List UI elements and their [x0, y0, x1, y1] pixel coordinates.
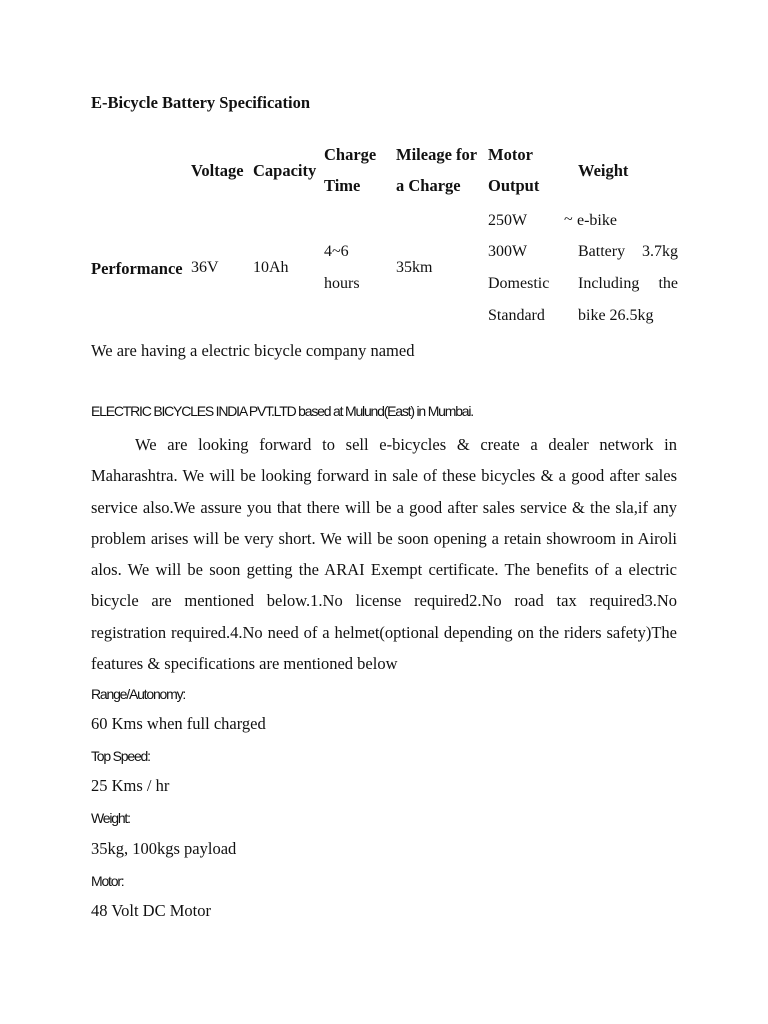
cell-weight-line1: e-bike	[577, 212, 617, 229]
header-motor-line2: Output	[488, 176, 540, 195]
header-charge-time-line1: Charge	[324, 145, 377, 164]
spec-value-range: 60 Kms when full charged	[91, 714, 266, 733]
cell-weight-line3: Including the	[578, 275, 678, 292]
spec-value-motor: 48 Volt DC Motor	[91, 901, 211, 920]
row-label-performance: Performance	[91, 259, 183, 278]
spec-label-weight: Weight:	[91, 810, 130, 826]
cell-motor-line4: Standard	[488, 307, 545, 324]
header-mileage-line1: Mileage for	[396, 145, 478, 164]
company-line: ELECTRIC BICYCLES INDIA PVT.LTD based at Mulund(East) in Mumbai.	[91, 403, 473, 419]
cell-voltage: 36V	[191, 259, 219, 276]
cell-motor-line3: Domestic	[488, 275, 550, 292]
spec-label-range: Range/Autonomy:	[91, 686, 186, 702]
spec-value-top-speed: 25 Kms / hr	[91, 776, 170, 795]
cell-mileage: 35km	[396, 259, 433, 276]
header-capacity: Capacity	[253, 161, 317, 180]
spec-label-motor: Motor:	[91, 873, 124, 889]
header-charge-time-line2: Time	[324, 176, 361, 195]
cell-motor-line1: 250W	[488, 212, 528, 229]
header-voltage: Voltage	[191, 161, 244, 180]
cell-motor-tilde: ~	[564, 211, 573, 228]
spec-value-weight: 35kg, 100kgs payload	[91, 839, 237, 858]
cell-capacity: 10Ah	[253, 259, 289, 276]
cell-weight-line4: bike 26.5kg	[578, 307, 654, 324]
header-weight: Weight	[578, 161, 629, 180]
spec-label-top-speed: Top Speed:	[91, 748, 150, 764]
cell-motor-line2: 300W	[488, 243, 528, 260]
header-mileage-line2: a Charge	[396, 176, 461, 195]
page-title: E-Bicycle Battery Specification	[91, 93, 311, 112]
header-motor-line1: Motor	[488, 145, 533, 164]
intro-line: We are having a electric bicycle company named	[91, 341, 415, 360]
cell-charge-time-line1: 4~6	[324, 243, 349, 260]
body-paragraph: We are looking forward to sell e-bicycles & create a dealer network in Maharashtra. We will be looking forward in sale of these bicycles & a good after sales service also.We assure you that there will be a good after sales service & the sla,if any problem arises will be very short. We will be soon opening a retain showroom in Airoli alos. We will be soon getting the ARAI Exempt certificate. The benefits of a electric bicycle are mentioned below.1.No license required2.No road tax required3.No registration required.4.No need of a helmet(optional depending on the riders safety)The features & specifications are mentioned below	[91, 435, 677, 674]
cell-weight-line2: Battery 3.7kg	[578, 243, 678, 260]
cell-charge-time-line2: hours	[324, 275, 360, 292]
